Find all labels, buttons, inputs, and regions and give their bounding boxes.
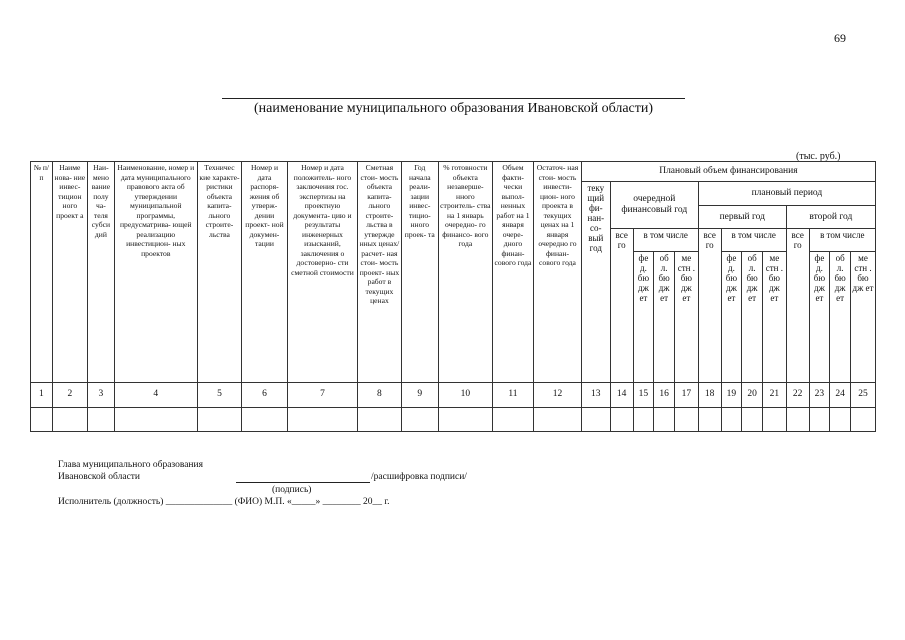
header-cell-regional-budget: об л. бю дж ет bbox=[830, 252, 851, 383]
header-cell-local-budget: ме стн . бю дж ет bbox=[674, 252, 698, 383]
column-number: 25 bbox=[850, 383, 875, 408]
head-title-line1: Глава муниципального образования bbox=[58, 460, 203, 470]
column-number: 17 bbox=[674, 383, 698, 408]
executor-line: Исполнитель (должность) ______________ (ФИО) М.П. «_____» ________ 20__ г. bbox=[58, 497, 390, 507]
signature-line bbox=[236, 482, 370, 483]
header-cell-residual-cost: Остаточ- ная стои- мость инвести- цион- ного проекта в текущих ценах на 1 января очередно го финан- сового года bbox=[534, 162, 582, 383]
empty-data-cell bbox=[31, 408, 53, 432]
header-cell-including: в том числе bbox=[721, 229, 786, 252]
municipality-name-line bbox=[222, 98, 685, 99]
header-cell-readiness: % готовности объекта незаверше- нного строитель- ства на 1 январь очередно- го финансо- вого года bbox=[438, 162, 492, 383]
column-number: 11 bbox=[492, 383, 533, 408]
header-cell-federal-budget: фе д. бю дж ет bbox=[721, 252, 742, 383]
empty-data-cell bbox=[674, 408, 698, 432]
empty-data-cell bbox=[52, 408, 87, 432]
column-number: 15 bbox=[633, 383, 654, 408]
empty-data-cell bbox=[581, 408, 610, 432]
column-number: 21 bbox=[762, 383, 786, 408]
municipality-caption: (наименование муниципального образования Ивановской области) bbox=[253, 101, 654, 116]
header-cell-current-year: теку щий фи- нан- со- вый год bbox=[581, 182, 610, 383]
empty-data-cell bbox=[492, 408, 533, 432]
empty-data-cell bbox=[786, 408, 809, 432]
column-number: 23 bbox=[809, 383, 830, 408]
investment-projects-table bbox=[30, 161, 876, 432]
empty-data-cell bbox=[762, 408, 786, 432]
header-cell-next-year: очередной финансовый год bbox=[610, 182, 698, 229]
empty-data-cell bbox=[654, 408, 675, 432]
column-number: 4 bbox=[114, 383, 197, 408]
column-number: 22 bbox=[786, 383, 809, 408]
empty-data-cell bbox=[401, 408, 438, 432]
header-cell-estimated-cost: Сметная стои- мость объекта капита- льного строите- льства в утвержде нных ценах/ расчет- ная стои- мость проект- ных работ в текущих ценах bbox=[358, 162, 401, 383]
column-number: 8 bbox=[358, 383, 401, 408]
column-number: 24 bbox=[830, 383, 851, 408]
header-cell-regional-budget: об л. бю дж ет bbox=[654, 252, 675, 383]
column-number: 20 bbox=[742, 383, 763, 408]
column-number: 7 bbox=[287, 383, 357, 408]
header-cell-number: № п/п bbox=[31, 162, 53, 383]
header-cell-design-approval: Номер и дата распоря- жения об утверж- дении проект- ной докумен- тации bbox=[242, 162, 288, 383]
header-cell-total: все го bbox=[610, 229, 633, 383]
header-cell-start-year: Год начала реали- зации инвес- тицио- нного проек- та bbox=[401, 162, 438, 383]
column-number: 3 bbox=[87, 383, 114, 408]
column-number: 14 bbox=[610, 383, 633, 408]
header-cell-federal-budget: фе д. бю дж ет bbox=[633, 252, 654, 383]
header-cell-legal-act: Наименование, номер и дата муниципального правового акта об утверждении муниципальной программы, предусматрива- ющей реализацию инвестицион- ных проектов bbox=[114, 162, 197, 383]
empty-data-cell bbox=[850, 408, 875, 432]
empty-data-cell bbox=[830, 408, 851, 432]
empty-data-cell bbox=[438, 408, 492, 432]
empty-data-cell bbox=[287, 408, 357, 432]
empty-data-cell bbox=[698, 408, 721, 432]
column-number: 9 bbox=[401, 383, 438, 408]
header-cell-total: все го bbox=[786, 229, 809, 383]
header-cell-recipient: Наи- мено вание полу ча- теля субси дий bbox=[87, 162, 114, 383]
units-note: (тыс. руб.) bbox=[796, 151, 841, 162]
header-cell-project-name: Наиме нова- ние инвес- тицион ного проект а bbox=[52, 162, 87, 383]
empty-data-cell bbox=[197, 408, 242, 432]
header-cell-total: все го bbox=[698, 229, 721, 383]
header-cell-planning-period: плановый период bbox=[698, 182, 875, 206]
header-cell-local-budget: ме стн . бю дж ет bbox=[762, 252, 786, 383]
column-number: 18 bbox=[698, 383, 721, 408]
empty-data-cell bbox=[633, 408, 654, 432]
header-cell-regional-budget: об л. бю дж ет bbox=[742, 252, 763, 383]
header-cell-planned-financing: Плановый объем финансирования bbox=[581, 162, 875, 182]
empty-data-cell bbox=[534, 408, 582, 432]
signature-hint: (подпись) bbox=[272, 485, 312, 495]
empty-data-cell bbox=[114, 408, 197, 432]
column-number: 10 bbox=[438, 383, 492, 408]
header-cell-including: в том числе bbox=[809, 229, 875, 252]
header-cell-including: в том числе bbox=[633, 229, 698, 252]
column-number: 1 bbox=[31, 383, 53, 408]
empty-data-cell bbox=[87, 408, 114, 432]
page-number: 69 bbox=[834, 31, 846, 45]
header-cell-second-year: второй год bbox=[786, 206, 875, 229]
empty-data-cell bbox=[358, 408, 401, 432]
empty-data-cell bbox=[742, 408, 763, 432]
column-number: 16 bbox=[654, 383, 675, 408]
header-cell-actual-work: Объем факти- чески выпол- ненных работ на 1 января очере- дного финан- сового года bbox=[492, 162, 533, 383]
empty-data-cell bbox=[721, 408, 742, 432]
empty-data-cell bbox=[610, 408, 633, 432]
empty-data-cell bbox=[809, 408, 830, 432]
head-title-line2: Ивановской области bbox=[58, 472, 141, 482]
column-number: 6 bbox=[242, 383, 288, 408]
header-cell-federal-budget: фе д. бю дж ет bbox=[809, 252, 830, 383]
signature-decoding: /расшифровка подписи/ bbox=[371, 472, 467, 482]
column-number: 2 bbox=[52, 383, 87, 408]
header-cell-local-budget: ме стн . бю дж ет bbox=[850, 252, 875, 383]
column-number: 5 bbox=[197, 383, 242, 408]
column-number: 12 bbox=[534, 383, 582, 408]
column-number: 19 bbox=[721, 383, 742, 408]
header-cell-tech-specs: Техничес кие характе- ристики объекта капита- льного строите- льства bbox=[197, 162, 242, 383]
header-cell-first-year: первый год bbox=[698, 206, 786, 229]
column-number: 13 bbox=[581, 383, 610, 408]
empty-data-cell bbox=[242, 408, 288, 432]
header-cell-expertise: Номер и дата положитель- ного заключения гос. экспертизы на проектную документа- цию и результаты инженерных изысканий, заключения о достоверно- сти сметной стоимости bbox=[287, 162, 357, 383]
